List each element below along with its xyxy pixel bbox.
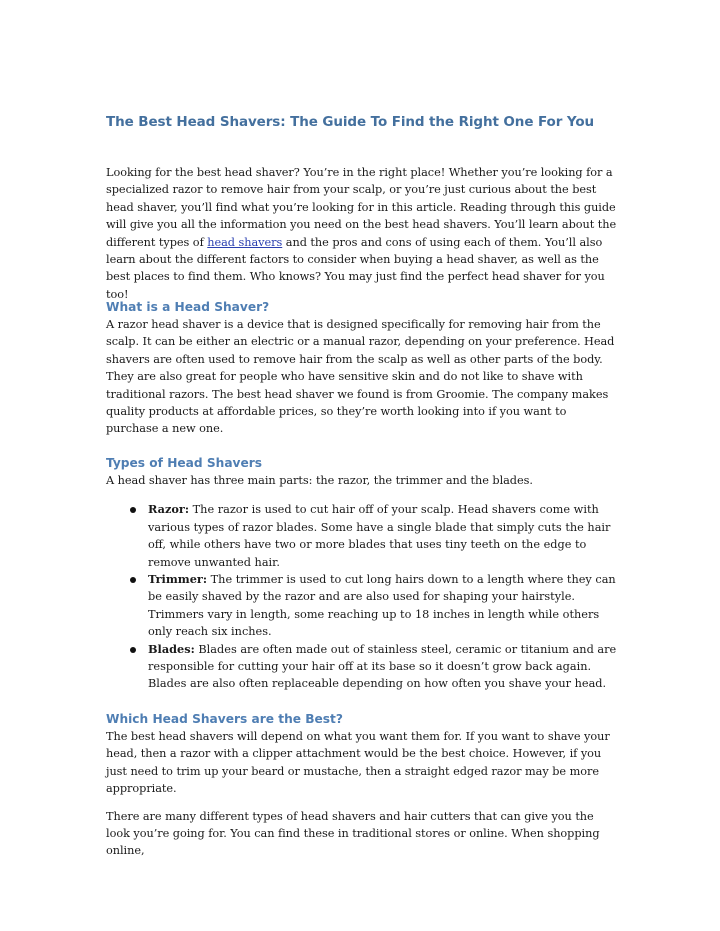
section-heading-what-is: What is a Head Shaver? bbox=[106, 300, 270, 314]
section-body-types: A head shaver has three main parts: the razor, the trimmer and the blades. bbox=[106, 474, 533, 487]
section-heading-which: Which Head Shavers are the Best? bbox=[106, 712, 343, 726]
list-item-label: Trimmer: bbox=[148, 572, 208, 587]
section-heading-types: Types of Head Shavers bbox=[106, 456, 263, 470]
section-body-which-1: The best head shavers will depend on what you want them for. If you want to shave your head, then a razor with a clipper attachment would be the best choice. However, if you just need to trim up your beard or mustache, then a straight edged razor may be more appropriate. bbox=[106, 730, 610, 796]
head-shavers-link[interactable]: head shavers bbox=[207, 235, 283, 249]
section-body-which-2: There are many different types of head shavers and hair cutters that can give you the look you’re going for. You can find these in traditional stores or online. When shopping online, bbox=[106, 809, 600, 858]
list-item bbox=[106, 501, 618, 571]
section-which bbox=[106, 712, 618, 860]
list-item-label: Blades: bbox=[148, 641, 195, 656]
section-body-what-is: A razor head shaver is a device that is designed specifically for removing hair from the scalp. It can be either an electric or a manual razor, depending on your preference. Head shavers are often used to remove hair from the scalp as well as other parts of the body. They are also great for people who have sensitive skin and do not like to shave with traditional razors. The best head shaver we found is from Groomie. The company makes quality products at affordable prices, so they’re worth looking into if you want to purchase a new one. bbox=[106, 318, 615, 436]
list-item bbox=[106, 641, 618, 693]
list-item-text: The razor is used to cut hair off of your scalp. Head shavers come with various types of razor blades. Some have a single blade that simply cuts the hair off, while others have two or more blades that uses tiny teeth on the edge to remove unwanted hair. bbox=[148, 503, 611, 569]
section-types bbox=[106, 456, 618, 693]
intro-text-after-link: and the pros and cons of using each of them. You’ll also learn about the different factors to consider when buying a head shaver, as well as the best places to find them. Who knows? You may just find the perfect head shaver for you too! bbox=[106, 235, 605, 301]
page-title: The Best Head Shavers: The Guide To Find the Right One For You bbox=[106, 114, 595, 130]
section-what-is bbox=[106, 300, 618, 438]
intro-text-before-link: Looking for the best head shaver? You’re in the right place! Whether you’re looking for a specialized razor to remove hair from your scalp, or you’re just curious about the best head shaver, you’ll find what you’re looking for in this article. Reading through this guide will give you all the information you need on the best head shavers. You’ll learn about the different types of bbox=[106, 166, 617, 249]
types-list bbox=[106, 501, 618, 692]
list-item-label: Razor: bbox=[148, 502, 190, 517]
list-item bbox=[106, 571, 618, 641]
intro-paragraph bbox=[106, 164, 618, 303]
list-item-text: Blades are often made out of stainless steel, ceramic or titanium and are responsible for cutting your hair off at its base so it doesn’t grow back again. Blades are also often replaceable depending on how often you shave your head. bbox=[148, 642, 617, 691]
bullet-icon bbox=[130, 507, 136, 513]
bullet-icon bbox=[130, 577, 136, 583]
list-item-text: The trimmer is used to cut long hairs down to a length where they can be easily shaved by the razor and are also used for shaping your hairstyle. Trimmers vary in length, some reaching up to 18 inches in length while others only reach six inches. bbox=[148, 573, 616, 639]
bullet-icon bbox=[130, 647, 136, 653]
